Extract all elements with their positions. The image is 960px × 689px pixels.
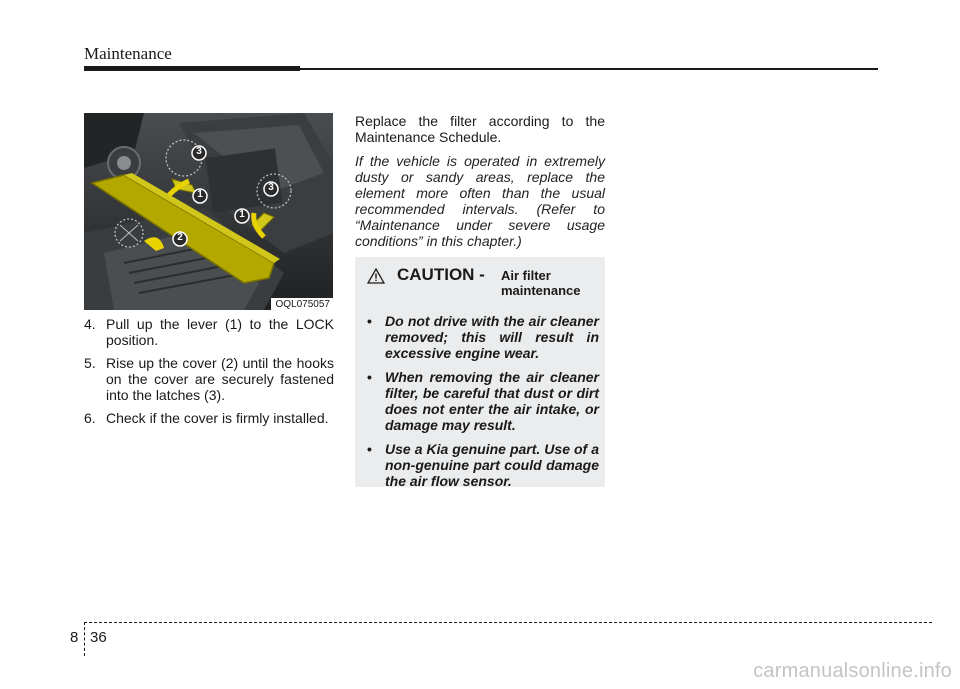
callout-2: 2	[177, 232, 183, 243]
step-text: Check if the cover is firmly installed.	[106, 410, 329, 426]
caution-box	[355, 257, 605, 487]
engine-bay-photo	[84, 113, 333, 310]
caution-topic: Air filter maintenance	[501, 268, 581, 298]
callout-1-left: 1	[197, 189, 203, 200]
chapter-number: 8	[70, 629, 79, 646]
step-number: 5.	[84, 355, 96, 371]
step-item	[84, 316, 334, 348]
header-rule-thick	[84, 66, 300, 71]
replace-paragraph: Replace the filter according to the Maintenance Schedule.	[355, 113, 605, 145]
callout-3-top: 3	[196, 146, 202, 157]
caution-label: CAUTION -	[397, 265, 485, 284]
caution-item: • Do not drive with the air cleaner removed; this will result in excessive engine wear.	[367, 313, 599, 361]
figure-code: OQL075057	[271, 298, 334, 310]
caution-item: • Use a Kia genuine part. Use of a non-genuine part could damage the air flow sensor.	[367, 441, 599, 489]
severe-conditions-note: If the vehicle is operated in extremely dusty or sandy areas, replace the element more often than the usual recommended intervals. (Refer to “Maintenance under severe usage conditions” in this chapter.)	[355, 153, 605, 249]
page-number: 36	[90, 629, 107, 646]
callout-1-right: 1	[239, 209, 245, 220]
step-number: 6.	[84, 410, 96, 426]
footer-rule	[84, 622, 932, 623]
caution-list	[367, 313, 599, 497]
right-column	[355, 113, 605, 257]
step-item	[84, 410, 334, 426]
caution-item: • When removing the air cleaner filter, be careful that dust or dirt does not enter the air intake, or damage may result.	[367, 369, 599, 433]
step-number: 4.	[84, 316, 96, 332]
watermark: carmanualsonline.info	[753, 660, 952, 682]
step-text: Rise up the cover (2) until the hooks on the cover are securely fastened into the latches (3).	[106, 355, 334, 403]
step-text: Pull up the lever (1) to the LOCK position.	[106, 316, 334, 348]
header-rule-thin	[300, 68, 878, 70]
page-header-title: Maintenance	[84, 44, 172, 63]
warning-triangle-icon	[367, 268, 385, 284]
step-item	[84, 355, 334, 403]
callout-3-right: 3	[268, 182, 274, 193]
steps-list	[84, 316, 334, 433]
footer-divider	[84, 622, 85, 656]
